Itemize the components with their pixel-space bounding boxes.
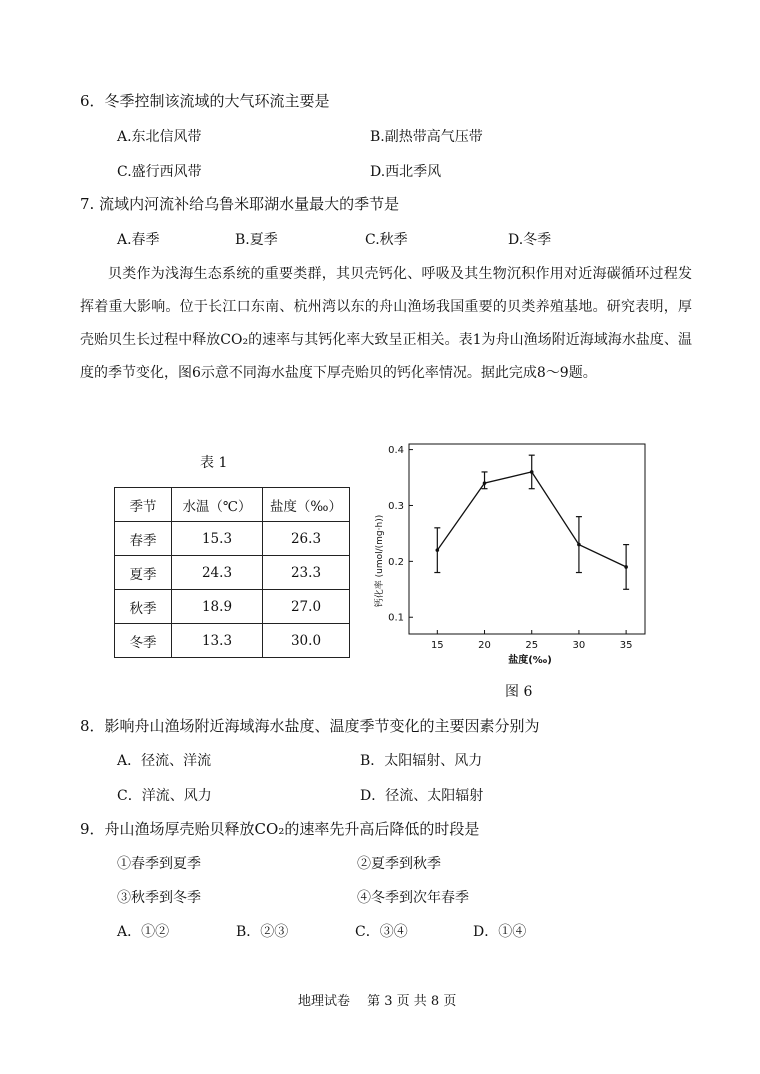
data-point <box>436 548 440 552</box>
table-header: 季节 <box>115 488 172 522</box>
data-point <box>577 543 581 547</box>
table-cell: 冬季 <box>115 624 172 658</box>
y-tick-label: 0.1 <box>388 612 404 624</box>
data-point <box>483 481 487 485</box>
x-tick-label: 30 <box>572 640 586 651</box>
table-cell: 27.0 <box>263 590 350 624</box>
table-cell: 23.3 <box>263 556 350 590</box>
q6-option-d: D.西北季风 <box>370 164 442 180</box>
table-header: 盐度（‰） <box>263 488 350 522</box>
chart-y-axis-label: 钙化率 (umol/(mg·h)) <box>375 514 385 608</box>
calcification-rate-chart <box>360 438 660 670</box>
q7-option-d: D.冬季 <box>508 232 552 248</box>
table-caption: 表 1 <box>200 455 228 471</box>
figure-caption: 图 6 <box>505 684 533 700</box>
passage-text: 贝类作为浅海生态系统的重要类群，其贝壳钙化、呼吸及其生物沉积作用对近海碳循环过程发挥着重大影响。位于长江口东南、杭州湾以东的舟山渔场我国重要的贝类养殖基地。研究表明，厚壳贻贝生长过程中释放CO₂的速率与其钙化率大致呈正相关。表1为舟山渔场附近海域海水盐度、温度的季节变化，图6示意不同海水盐度下厚壳贻贝的钙化率情况。据此完成8～9题。 <box>80 266 692 381</box>
table-cell: 13.3 <box>172 624 263 658</box>
table-row <box>115 522 350 556</box>
q6-option-a: A.东北信风带 <box>117 129 202 145</box>
q9-option-b: B．②③ <box>236 924 289 940</box>
question-9-stem: 9．舟山渔场厚壳贻贝释放CO₂的速率先升高后降低的时段是 <box>80 820 480 838</box>
table-row <box>115 590 350 624</box>
table-cell: 秋季 <box>115 590 172 624</box>
q8-option-b: B．太阳辐射、风力 <box>360 753 483 769</box>
y-tick-label: 0.3 <box>388 500 404 512</box>
table-cell: 26.3 <box>263 522 350 556</box>
chart-marks <box>434 455 629 589</box>
q9-item-3: ③秋季到冬季 <box>117 890 201 906</box>
chart-x-axis-label: 盐度(‰) <box>508 655 552 666</box>
q7-option-a: A.春季 <box>117 232 160 248</box>
q9-item-2: ②夏季到秋季 <box>357 856 441 872</box>
table-header: 水温（℃） <box>172 488 263 522</box>
q6-option-b: B.副热带高气压带 <box>370 129 483 145</box>
table-header-row <box>115 488 350 522</box>
reading-passage <box>80 258 692 390</box>
q8-option-c: C．洋流、风力 <box>117 788 212 804</box>
q7-option-b: B.夏季 <box>235 232 278 248</box>
x-tick-label: 25 <box>525 640 539 651</box>
table-cell: 15.3 <box>172 522 263 556</box>
q6-option-c: C.盛行西风带 <box>117 164 202 180</box>
q7-option-c: C.秋季 <box>365 232 408 248</box>
question-8-stem: 8．影响舟山渔场附近海域海水盐度、温度季节变化的主要因素分别为 <box>80 717 540 735</box>
q9-item-4: ④冬季到次年春季 <box>357 890 469 906</box>
y-tick-label: 0.2 <box>388 556 404 568</box>
y-tick-label: 0.4 <box>388 445 404 457</box>
table-cell: 24.3 <box>172 556 263 590</box>
table-cell: 18.9 <box>172 590 263 624</box>
table-cell: 春季 <box>115 522 172 556</box>
table-row <box>115 556 350 590</box>
q9-item-1: ①春季到夏季 <box>117 856 201 872</box>
q9-option-d: D．①④ <box>473 924 527 940</box>
q9-option-a: A．①② <box>117 924 170 940</box>
data-point <box>530 470 534 474</box>
data-point <box>624 565 628 569</box>
q9-option-c: C．③④ <box>355 924 408 940</box>
season-table <box>114 487 350 658</box>
x-tick-label: 15 <box>430 640 444 651</box>
table-row <box>115 624 350 658</box>
chart-ticks <box>388 445 632 651</box>
table-cell: 30.0 <box>263 624 350 658</box>
question-6-stem: 6．冬季控制该流域的大气环流主要是 <box>80 92 330 110</box>
question-7-stem: 7. 流域内河流补给乌鲁米耶湖水量最大的季节是 <box>80 195 400 213</box>
q8-option-a: A．径流、洋流 <box>117 753 212 769</box>
q8-option-d: D．径流、太阳辐射 <box>360 788 484 804</box>
page-footer: 地理试卷 第 3 页 共 8 页 <box>298 994 457 1009</box>
x-tick-label: 35 <box>619 640 633 651</box>
x-tick-label: 20 <box>478 640 491 651</box>
table-cell: 夏季 <box>115 556 172 590</box>
